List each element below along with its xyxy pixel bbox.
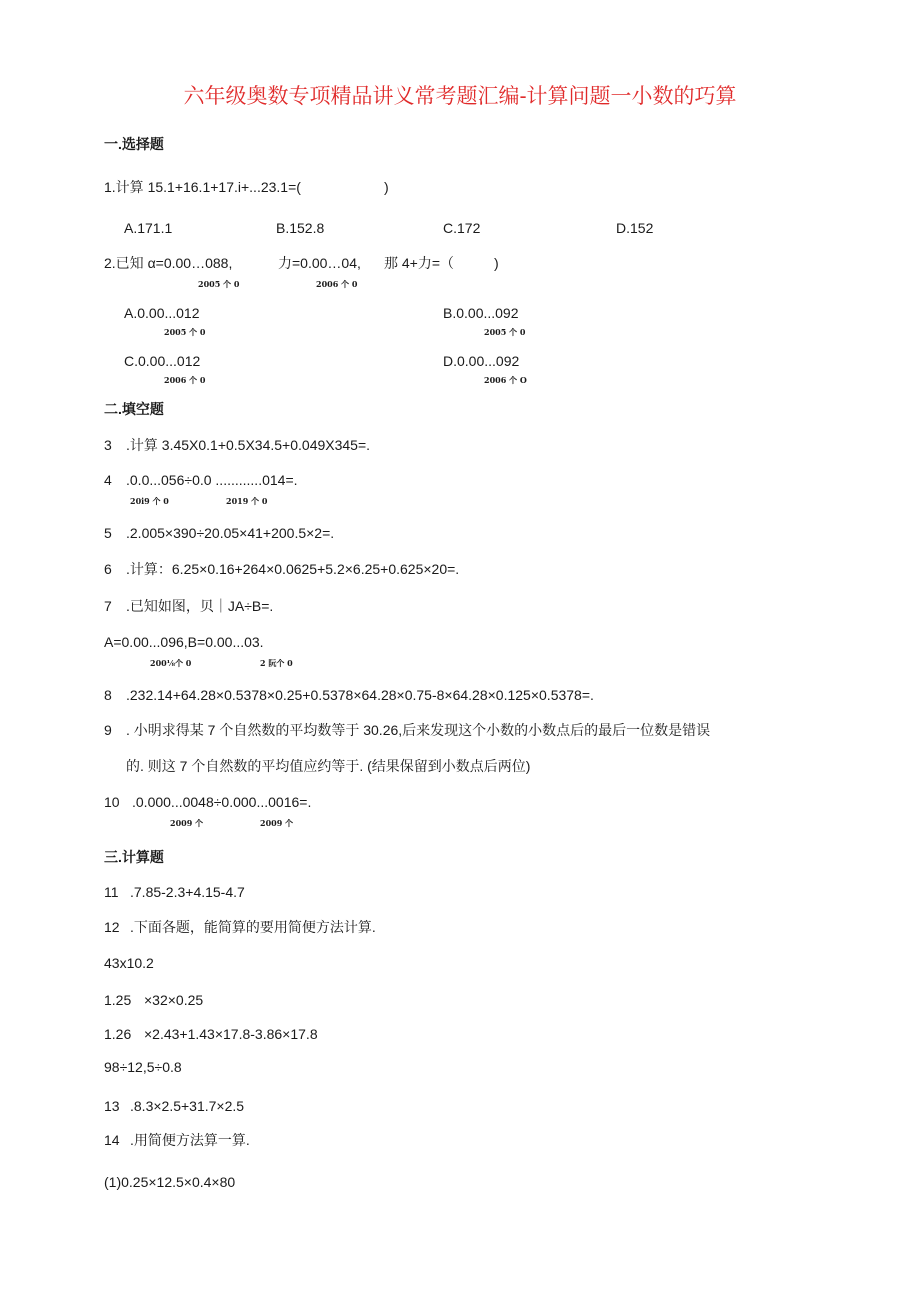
question-8-text: .232.14+64.28×0.5378×0.25+0.5378×64.28×0.75-8×64.28×0.125×0.5378=.	[126, 687, 594, 703]
question-2-option-d-subscript: 2006 个 O	[484, 375, 527, 385]
page-title: 六年级奥数专项精品讲义常考题汇编-计算问题一小数的巧算	[183, 84, 737, 108]
question-10-subscript-a: 2009 个	[170, 818, 204, 828]
question-12-item-2-text: ×32×0.25	[144, 992, 204, 1008]
question-1-option-a: A.171.1	[124, 220, 173, 236]
question-7-number: 7	[104, 598, 112, 614]
question-4-text: .0.0...056÷0.0 ............014=.	[126, 472, 298, 488]
question-12-item-4: 98÷12,5÷0.8	[104, 1059, 182, 1075]
question-9-number: 9	[104, 722, 112, 738]
question-12-item-3-text: ×2.43+1.43×17.8-3.86×17.8	[144, 1026, 318, 1042]
question-14-text: .用简便方法算一算.	[130, 1132, 250, 1148]
question-12-number: 12	[104, 919, 120, 935]
question-13-text: .8.3×2.5+31.7×2.5	[130, 1098, 245, 1114]
question-4-subscript-b: 2019 个 0	[226, 496, 268, 506]
question-12-item-1: 43x10.2	[104, 955, 154, 971]
question-8-number: 8	[104, 687, 112, 703]
question-12-text: .下面各题，能简算的要用简便方法计算.	[130, 919, 376, 935]
section-heading-fill: 二.填空题	[104, 401, 164, 417]
question-11-number: 11	[104, 884, 119, 900]
question-12-item-3-number: 1.26	[104, 1026, 132, 1042]
question-13-number: 13	[104, 1098, 120, 1114]
question-12-item-2-number: 1.25	[104, 992, 132, 1008]
question-10-number: 10	[104, 794, 120, 810]
question-7-text: .已知如图，贝｜JA÷B=.	[126, 598, 274, 614]
question-3-text: .计算 3.45X0.1+0.5X34.5+0.049X345=.	[126, 437, 371, 453]
section-heading-choice: 一.选择题	[104, 136, 164, 152]
question-7-subscript-a: 200⅛个 0	[150, 658, 192, 668]
question-2-option-a-subscript: 2005 个 0	[164, 327, 206, 337]
question-3-number: 3	[104, 437, 112, 453]
question-2-stem-c: 那 4+力=（	[384, 255, 455, 271]
question-10-subscript-b: 2009 个	[260, 818, 294, 828]
section-heading-calc: 三.计算题	[104, 849, 164, 865]
question-2-option-b: B.0.00...092	[443, 305, 519, 321]
question-9-text: . 小明求得某 7 个自然数的平均数等于 30.26,后来发现这个小数的小数点后的最后一位数是错误	[126, 722, 711, 738]
question-4-subscript-a: 20i9 个 0	[130, 496, 169, 506]
question-2-subscript-a: 2005 个 0	[198, 279, 240, 289]
question-1-paren: )	[384, 179, 389, 195]
question-5-number: 5	[104, 525, 112, 541]
question-2-option-c-subscript: 2006 个 0	[164, 375, 206, 385]
question-6-text: .计算：6.25×0.16+264×0.0625+5.2×6.25+0.625×20=.	[126, 561, 460, 577]
question-1-stem: 1.计算 15.1+16.1+17.i+...23.1=(	[104, 179, 301, 195]
question-1-option-d: D.152	[616, 220, 654, 236]
question-4-number: 4	[104, 472, 112, 488]
question-2-option-a: A.0.00...012	[124, 305, 200, 321]
question-2-option-b-subscript: 2005 个 0	[484, 327, 526, 337]
question-2-stem-a: 2.已知 α=0.00…088,	[104, 255, 233, 271]
question-14-number: 14	[104, 1132, 120, 1148]
question-7-line-2: A=0.00...096,B=0.00...03.	[104, 634, 264, 650]
question-2-stem-b: 力=0.00…04,	[278, 255, 361, 271]
question-6-number: 6	[104, 561, 112, 577]
question-2-option-c: C.0.00...012	[124, 353, 201, 369]
question-2-subscript-b: 2006 个 0	[316, 279, 358, 289]
question-2-paren: )	[494, 255, 499, 271]
question-7-subscript-b: 2 阮个 0	[260, 658, 293, 668]
question-14-item-1: (1)0.25×12.5×0.4×80	[104, 1174, 236, 1190]
question-10-text: .0.000...0048÷0.000...0016=.	[132, 794, 312, 810]
question-1-option-b: B.152.8	[276, 220, 325, 236]
question-9-line-2: 的. 则这 7 个自然数的平均值应约等于. (结果保留到小数点后两位)	[126, 758, 531, 774]
question-1-option-c: C.172	[443, 220, 481, 236]
question-2-option-d: D.0.00...092	[443, 353, 520, 369]
question-11-text: .7.85-2.3+4.15-4.7	[130, 884, 245, 900]
question-5-text: .2.005×390÷20.05×41+200.5×2=.	[126, 525, 335, 541]
